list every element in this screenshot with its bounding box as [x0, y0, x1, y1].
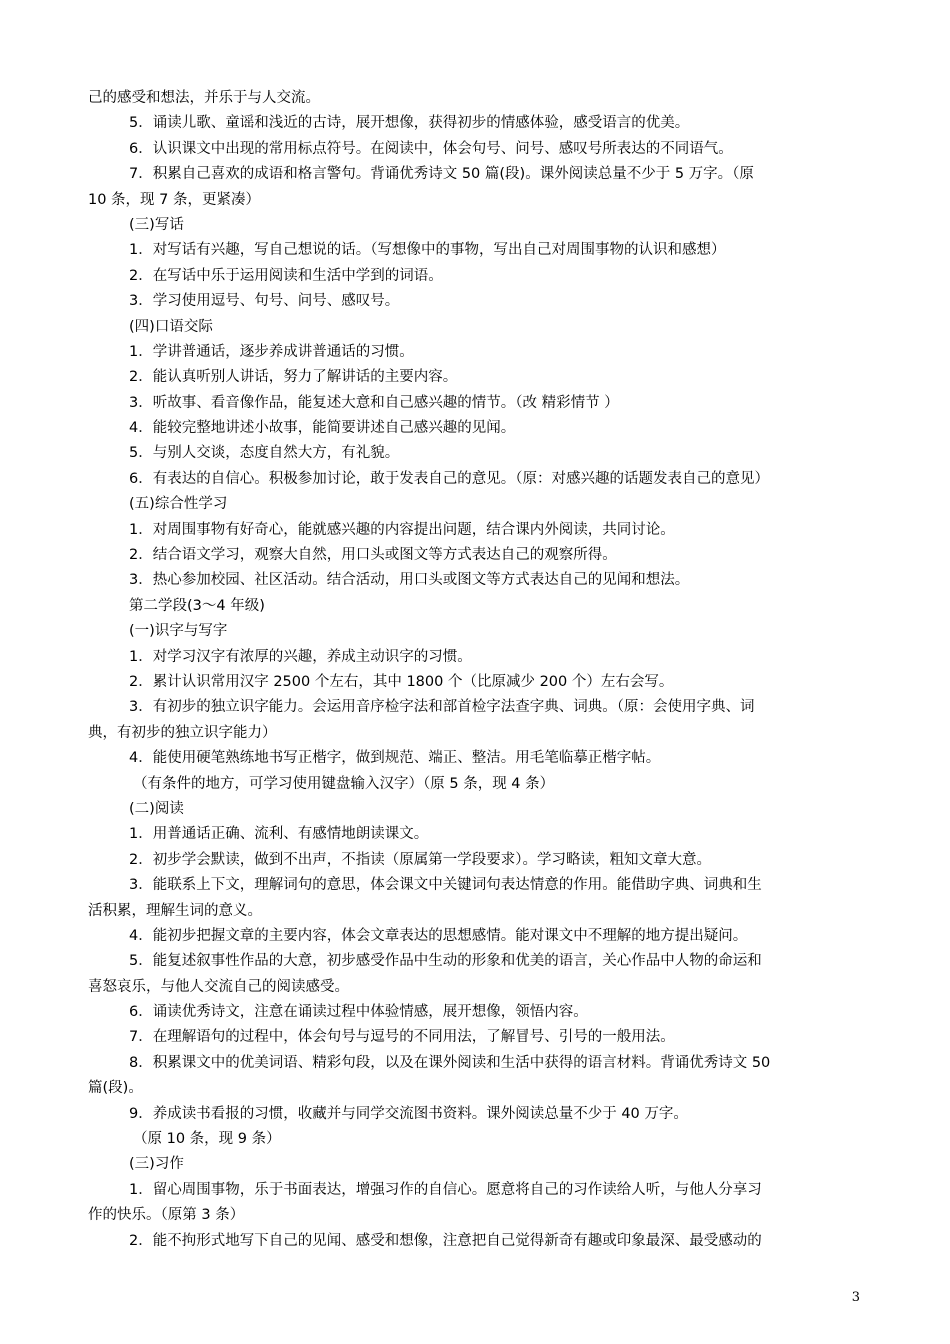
- text-line: 5．诵读儿歌、童谣和浅近的古诗，展开想像，获得初步的情感体验，感受语言的优美。: [129, 115, 690, 132]
- text-line: 2．能不拘形式地写下自己的见闻、感受和想像，注意把自己觉得新奇有趣或印象最深、最受感动的: [129, 1232, 762, 1249]
- text-line: 篇(段)。: [88, 1080, 143, 1097]
- text-line: 5．能复述叙事性作品的大意，初步感受作品中生动的形象和优美的语言，关心作品中人物的命运和: [129, 953, 762, 970]
- text-line: 3．能联系上下文，理解词句的意思，体会课文中关键词句表达情意的作用。能借助字典、词典和生: [129, 877, 762, 894]
- text-line: 3．学习使用逗号、句号、问号、感叹号。: [129, 293, 400, 310]
- text-line: 5．与别人交谈，态度自然大方，有礼貌。: [129, 445, 400, 462]
- text-line: 6．诵读优秀诗文，注意在诵读过程中体验情感，展开想像，领悟内容。: [129, 1004, 588, 1021]
- text-line: 6．有表达的自信心。积极参加讨论，敢于发表自己的意见。（原：对感兴趣的话题发表自己的意见）: [129, 470, 769, 487]
- text-line: 作的快乐。（原第 3 条）: [88, 1207, 245, 1224]
- text-line: 喜怒哀乐，与他人交流自己的阅读感受。: [88, 978, 349, 995]
- text-line: 3．听故事、看音像作品，能复述大意和自己感兴趣的情节。（改 精彩情节 ）: [129, 394, 619, 411]
- text-line: 2．能认真听别人讲话，努力了解讲话的主要内容。: [129, 369, 458, 386]
- text-line: (一)识字与写字: [129, 623, 228, 640]
- text-line: 4．能较完整地讲述小故事，能简要讲述自己感兴趣的见闻。: [129, 420, 516, 437]
- text-line: 7．积累自己喜欢的成语和格言警句。背诵优秀诗文 50 篇(段)。课外阅读总量不少于 5 万字。（原: [129, 166, 754, 183]
- text-line: 第二学段(3～4 年级): [129, 597, 265, 614]
- text-line: 2．初步学会默读，做到不出声，不指读（原属第一学段要求）。学习略读，粗知文章大意。: [129, 851, 711, 868]
- text-line: 活积累，理解生词的意义。: [88, 902, 262, 919]
- text-line: 2．累计认识常用汉字 2500 个左右，其中 1800 个（比原减少 200 个）左右会写。: [129, 673, 674, 690]
- text-line: 7．在理解语句的过程中，体会句号与逗号的不同用法，了解冒号、引号的一般用法。: [129, 1029, 675, 1046]
- text-line: （原 10 条，现 9 条）: [133, 1131, 281, 1148]
- text-line: 1．留心周围事物，乐于书面表达，增强习作的自信心。愿意将自己的习作读给人听，与他人分享习: [129, 1181, 762, 1198]
- text-line: 1．对周围事物有好奇心，能就感兴趣的内容提出问题，结合课内外阅读，共同讨论。: [129, 521, 675, 538]
- page-number: 3: [851, 1290, 860, 1305]
- text-line: 10 条，现 7 条，更紧凑）: [88, 191, 261, 208]
- text-line: 6．认识课文中出现的常用标点符号。在阅读中，体会句号、问号、感叹号所表达的不同语气。: [129, 140, 733, 157]
- text-line: (三)写话: [129, 216, 184, 233]
- text-line: 1．用普通话正确、流利、有感情地朗读课文。: [129, 826, 429, 843]
- text-line: （有条件的地方，可学习使用键盘输入汉字）（原 5 条，现 4 条）: [133, 775, 555, 792]
- text-line: 3．有初步的独立识字能力。会运用音序检字法和部首检字法查字典、词典。（原：会使用字典、词: [129, 699, 755, 716]
- text-line: 2．结合语文学习，观察大自然，用口头或图文等方式表达自己的观察所得。: [129, 547, 617, 564]
- text-line: 8．积累课文中的优美词语、精彩句段，以及在课外阅读和生活中获得的语言材料。背诵优秀诗文 50: [129, 1054, 771, 1071]
- document-body: [88, 86, 864, 1254]
- text-line: 1．对学习汉字有浓厚的兴趣，养成主动识字的习惯。: [129, 648, 472, 665]
- text-line: 2．在写话中乐于运用阅读和生活中学到的词语。: [129, 267, 443, 284]
- text-line: 1．对写话有兴趣，写自己想说的话。（写想像中的事物，写出自己对周围事物的认识和感想）: [129, 242, 726, 259]
- text-line: (三)习作: [129, 1156, 184, 1173]
- text-line: 典，有初步的独立识字能力）: [88, 724, 277, 741]
- text-line: 9．养成读书看报的习惯，收藏并与同学交流图书资料。课外阅读总量不少于 40 万字。: [129, 1105, 688, 1122]
- text-line: (二)阅读: [129, 800, 184, 817]
- text-line: 己的感受和想法，并乐于与人交流。: [88, 90, 320, 106]
- text-line: 4．能使用硬笔熟练地书写正楷字，做到规范、端正、整洁。用毛笔临摹正楷字帖。: [129, 750, 661, 767]
- text-line: 3．热心参加校园、社区活动。结合活动，用口头或图文等方式表达自己的见闻和想法。: [129, 572, 690, 589]
- text-line: (四)口语交际: [129, 318, 213, 335]
- text-line: 4．能初步把握文章的主要内容，体会文章表达的思想感情。能对课文中不理解的地方提出疑问。: [129, 927, 748, 944]
- text-line: (五)综合性学习: [129, 496, 228, 513]
- text-line: 1．学讲普通话，逐步养成讲普通话的习惯。: [129, 343, 414, 360]
